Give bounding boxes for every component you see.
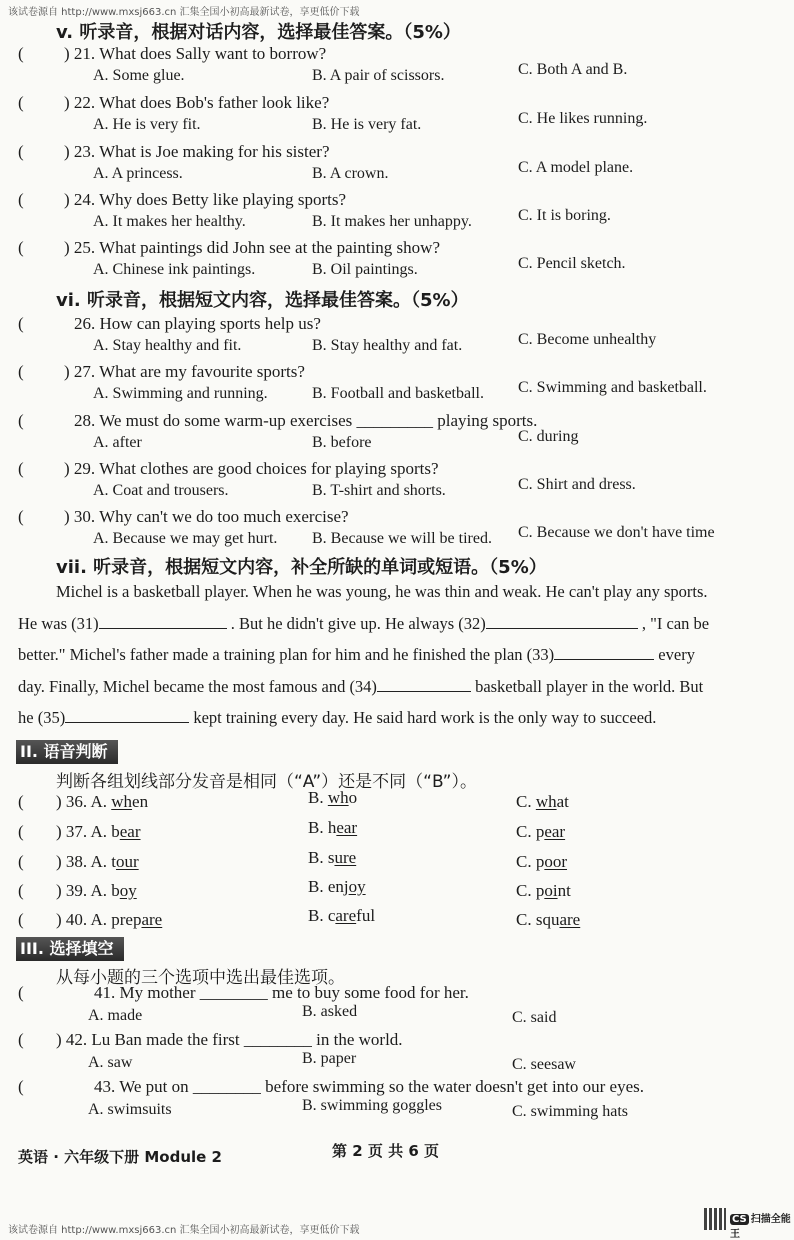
word-part: at (556, 792, 569, 811)
phonetic-option-a (56, 792, 148, 812)
phonetic-option-b (308, 848, 356, 868)
option-a[interactable]: A. saw (88, 1054, 133, 1071)
question-stem: ) 30. Why can't we do too much exercise? (64, 507, 349, 526)
option-a[interactable]: A. swimsuits (88, 1101, 172, 1118)
passage-text: better." Michel's father made a training plan for him and he finished the plan (33) (18, 645, 555, 664)
passage-text: kept training every day. He said hard work is the only way to succeed. (193, 708, 657, 727)
scanner-logo (730, 1210, 794, 1240)
word-part: B. c (308, 906, 336, 925)
passage-text: every (658, 645, 695, 664)
underlined-letters: are (335, 906, 357, 925)
word-part: b (111, 881, 120, 900)
answer-paren[interactable]: ( (18, 93, 24, 112)
part-iii-instruction: 从每小题的三个选项中选出最佳选项。 (56, 968, 345, 988)
underlined-letters: ear (336, 818, 358, 837)
blank-34[interactable] (377, 677, 471, 692)
answer-paren[interactable]: ( (18, 852, 24, 871)
underlined-letters: wh (327, 788, 349, 807)
cs-logo-icon: CS (732, 1214, 747, 1225)
answer-paren[interactable]: ( (18, 881, 24, 900)
question-stem: ) 22. What does Bob's father look like? (64, 93, 330, 112)
phonetic-option-a (56, 910, 162, 930)
answer-paren[interactable]: ( (18, 1030, 24, 1049)
option-c[interactable]: C. Because we don't have time (518, 524, 715, 541)
passage-text: day. Finally, Michel became the most famous and (34) (18, 676, 377, 696)
option-b[interactable]: B. before (312, 434, 372, 451)
phonetic-option-c (516, 792, 569, 812)
option-b[interactable]: B. A pair of scissors. (312, 67, 445, 84)
word-part: B. s (308, 848, 335, 867)
footer-subject: 英语 · 六年级下册 Module 2 (18, 1148, 222, 1166)
item-number: ) 36. A. (56, 792, 112, 811)
option-b[interactable]: B. Football and basketball. (312, 385, 484, 402)
option-a[interactable]: A. Stay healthy and fit. (93, 337, 242, 354)
answer-paren[interactable]: ( (18, 44, 24, 63)
qr-code-icon (704, 1208, 726, 1230)
answer-paren[interactable]: ( (18, 1077, 24, 1096)
option-a[interactable]: A. A princess. (93, 165, 183, 182)
option-b[interactable]: B. It makes her unhappy. (312, 213, 472, 230)
source-banner-bottom: 该试卷源自 http://www.mxsj663.cn 汇集全国小初高最新试卷，享更低价下载 (8, 1225, 360, 1236)
option-a[interactable]: A. He is very fit. (93, 116, 201, 133)
option-a[interactable]: A. Coat and trousers. (93, 482, 229, 499)
option-b[interactable]: B. Stay healthy and fat. (312, 337, 463, 354)
answer-paren[interactable]: ( (18, 411, 24, 430)
word-part: C. (516, 792, 536, 811)
word-part: t (111, 852, 116, 871)
underlined-letters: ear (119, 822, 141, 841)
underlined-letters: oi (544, 881, 558, 900)
word-part: C. p (516, 852, 545, 871)
passage-text: , "I can be (641, 613, 710, 633)
item-number: ) 38. A. (56, 852, 112, 871)
answer-paren[interactable]: ( (18, 792, 24, 811)
underlined-letters: wh (111, 792, 133, 811)
question-stem: 28. We must do some warm-up exercises _________ playing sports. (74, 411, 538, 430)
phonetic-option-a (56, 822, 141, 842)
answer-paren[interactable]: ( (18, 459, 24, 478)
source-banner-top: 该试卷源自 http://www.mxsj663.cn 汇集全国小初高最新试卷，享更低价下载 (8, 7, 360, 18)
underlined-letters: oor (544, 852, 568, 871)
option-a[interactable]: A. It makes her healthy. (93, 213, 246, 230)
answer-paren[interactable]: ( (18, 507, 24, 526)
option-a[interactable]: A. Because we may get hurt. (93, 530, 278, 547)
question-stem: ) 27. What are my favourite sports? (64, 362, 305, 381)
blank-31[interactable] (99, 614, 227, 629)
question-stem: 41. My mother ________ me to buy some food for her. (94, 983, 469, 1002)
phonetic-option-b (308, 877, 366, 897)
blank-35[interactable] (65, 708, 189, 723)
answer-paren[interactable]: ( (18, 983, 24, 1002)
option-c[interactable]: C. said (512, 1009, 557, 1026)
option-a[interactable]: A. Swimming and running. (93, 385, 268, 402)
phonetic-option-c (516, 822, 565, 842)
question-stem: 43. We put on ________ before swimming so the water doesn't get into our eyes. (94, 1077, 645, 1096)
option-b[interactable]: B. asked (302, 1003, 358, 1020)
option-b[interactable]: B. A crown. (312, 165, 389, 182)
option-a[interactable]: A. made (88, 1007, 143, 1024)
underlined-letters: are (141, 910, 163, 929)
underlined-letters: oy (119, 881, 137, 900)
option-c[interactable]: C. It is boring. (518, 207, 611, 224)
word-part: C. p (516, 822, 545, 841)
word-part: C. p (516, 881, 545, 900)
option-a[interactable]: A. Chinese ink paintings. (93, 261, 256, 278)
answer-paren[interactable]: ( (18, 822, 24, 841)
answer-paren[interactable]: ( (18, 238, 24, 257)
passage-line-3 (18, 639, 760, 671)
blank-33[interactable] (554, 645, 654, 660)
blank-32[interactable] (486, 614, 638, 629)
option-a[interactable]: A. after (93, 434, 142, 451)
underlined-letters: our (115, 852, 139, 871)
part-ii-instruction: 判断各组划线部分发音是相同（“A”）还是不同（“B”）。 (56, 772, 477, 792)
answer-paren[interactable]: ( (18, 142, 24, 161)
option-c[interactable]: C. seesaw (512, 1056, 576, 1073)
option-b[interactable]: B. T-shirt and shorts. (312, 482, 446, 499)
item-number: ) 39. A. (56, 881, 112, 900)
option-c[interactable]: C. Shirt and dress. (518, 476, 636, 493)
option-c[interactable]: C. Pencil sketch. (518, 255, 626, 272)
footer-page-number: 第 2 页 共 6 页 (332, 1142, 439, 1160)
passage-text: he (35) (18, 708, 66, 727)
phonetic-option-a (56, 852, 139, 872)
word-part: B. (308, 788, 328, 807)
word-part: B. h (308, 818, 337, 837)
cloze-passage (18, 576, 760, 734)
underlined-letters: ure (334, 848, 357, 867)
word-part: en (132, 792, 149, 811)
phonetic-option-c (516, 910, 580, 930)
passage-text: He was (31) (18, 613, 99, 633)
option-c[interactable]: C. A model plane. (518, 159, 634, 176)
answer-paren[interactable]: ( (18, 362, 24, 381)
option-c[interactable]: C. Both A and B. (518, 61, 628, 78)
phonetic-option-a (56, 881, 137, 901)
passage-line-4 (18, 671, 760, 703)
item-number: ) 40. A. (56, 910, 112, 929)
scanner-logo-text: 扫描全能王 (730, 1214, 791, 1240)
option-b[interactable]: B. Oil paintings. (312, 261, 418, 278)
underlined-letters: wh (535, 792, 557, 811)
word-part: C. squ (516, 910, 560, 929)
section-vi-title: vi. 听录音，根据短文内容，选择最佳答案。（5%） (56, 290, 469, 311)
phonetic-option-b (308, 818, 357, 838)
underlined-letters: are (559, 910, 581, 929)
question-stem: ) 24. Why does Betty like playing sports? (64, 190, 347, 209)
option-c[interactable]: C. He likes running. (518, 110, 648, 127)
passage-text: . But he didn't give up. He always (32) (230, 613, 486, 633)
option-c[interactable]: C. Swimming and basketball. (518, 379, 707, 396)
underlined-letters: ear (544, 822, 566, 841)
word-part: o (348, 788, 358, 807)
word-part: b (111, 822, 120, 841)
passage-line-2 (18, 608, 760, 640)
question-stem: ) 29. What clothes are good choices for playing sports? (64, 459, 439, 478)
passage-line-1: Michel is a basketball player. When he was young, he was thin and weak. He can't play any sports. (56, 582, 708, 601)
passage-line-5 (18, 702, 760, 734)
question-stem: ) 23. What is Joe making for his sister? (64, 142, 330, 161)
underlined-letters: oy (348, 877, 366, 896)
phonetic-option-b (308, 788, 357, 808)
question-stem: 26. How can playing sports help us? (74, 314, 321, 333)
question-stem: ) 42. Lu Ban made the first ________ in the world. (56, 1030, 403, 1049)
word-part: B. enj (308, 877, 349, 896)
item-number: ) 37. A. (56, 822, 112, 841)
word-part: prep (111, 910, 142, 929)
section-v-title: v. 听录音，根据对话内容，选择最佳答案。（5%） (56, 22, 461, 43)
word-part: nt (557, 881, 571, 900)
option-c[interactable]: C. during (518, 428, 579, 445)
part-iii-header: III. 选择填空 (16, 937, 124, 961)
option-a[interactable]: A. Some glue. (93, 67, 185, 84)
phonetic-option-b (308, 906, 375, 926)
word-part: ful (356, 906, 376, 925)
section-vii-title: vii. 听录音，根据短文内容，补全所缺的单词或短语。（5%） (56, 557, 547, 578)
question-stem: ) 21. What does Sally want to borrow? (64, 44, 327, 63)
option-b[interactable]: B. He is very fat. (312, 116, 422, 133)
part-ii-header: II. 语音判断 (16, 740, 118, 764)
option-b[interactable]: B. swimming goggles (302, 1097, 443, 1114)
phonetic-option-c (516, 852, 567, 872)
option-b[interactable]: B. paper (302, 1050, 357, 1067)
passage-text: basketball player in the world. But (475, 676, 704, 696)
answer-paren[interactable]: ( (18, 190, 24, 209)
option-c[interactable]: C. Become unhealthy (518, 331, 657, 348)
answer-paren[interactable]: ( (18, 314, 24, 333)
option-b[interactable]: B. Because we will be tired. (312, 530, 492, 547)
answer-paren[interactable]: ( (18, 910, 24, 929)
question-stem: ) 25. What paintings did John see at the painting show? (64, 238, 440, 257)
option-c[interactable]: C. swimming hats (512, 1103, 629, 1120)
phonetic-option-c (516, 881, 571, 901)
